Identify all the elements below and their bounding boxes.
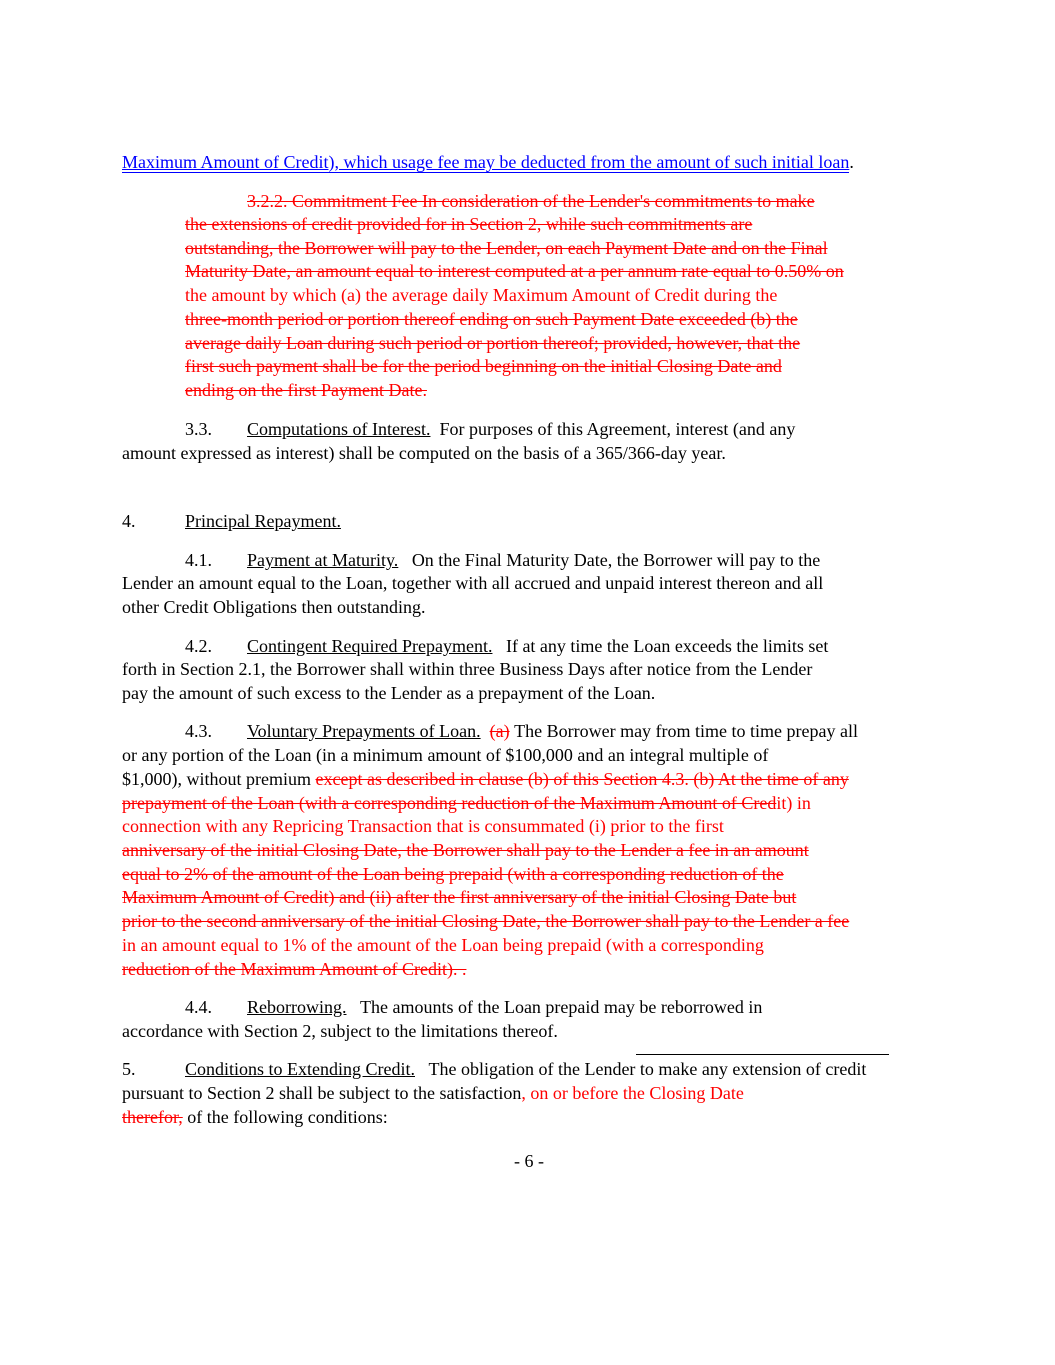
section-title: Payment at Maturity. [247,550,399,570]
section-3-2-2-line-6: three-month period or portion thereof ending on such Payment Date exceeded (b) the [185,309,798,329]
section-4-3-line-6: anniversary of the initial Closing Date, the Borrower shall pay to the Lender a fee in an amount [122,840,809,860]
section-4-3-line-4: prepayment of the Loan (with a corresponding reduction of the Maximum Amount of Credit) in [122,793,811,813]
section-4-4-heading: Reborrowing. The amounts of the Loan prepaid may be reborrowed in [247,997,763,1017]
section-4-3-line-5: connection with any Repricing Transaction that is consummated (i) prior to the first [122,816,724,836]
section-3-2-2-line-5: the amount by which (a) the average daily Maximum Amount of Credit during the [185,285,778,305]
section-4-3-line-7: equal to 2% of the amount of the Loan being prepaid (with a corresponding reduction of the [122,864,784,884]
deleted-text: (a) [489,721,510,741]
section-4-2-line-2: forth in Section 2.1, the Borrower shall within three Business Days after notice from the Lender [122,659,813,679]
section-4-1-heading: Payment at Maturity. On the Final Maturity Date, the Borrower will pay to the [247,550,821,570]
section-4-3-line-11: reduction of the Maximum Amount of Credit). . [122,959,467,979]
section-4-number: 4. [122,511,136,531]
section-4-1-line-3: other Credit Obligations then outstanding. [122,597,426,617]
section-3-3-heading: Computations of Interest. For purposes of this Agreement, interest (and any [247,419,796,439]
section-title: Contingent Required Prepayment. [247,636,493,656]
section-4-3-line-8: Maximum Amount of Credit) and (ii) after the first anniversary of the initial Closing Date but [122,887,797,907]
section-title: Conditions to Extending Credit. [185,1059,415,1079]
section-4-title: Principal Repayment. [185,511,341,531]
deleted-text: prepayment of the Loan (with a corresponding reduction of the Maximum Amount of Cred [122,793,777,813]
section-4-4-number: 4.4. [185,997,212,1017]
section-3-2-2-line-2: the extensions of credit provided for in Section 2, while such commitments are [185,214,753,234]
section-3-2-2-line-7: average daily Loan during such period or portion thereof; provided, however, that the [185,333,801,353]
inserted-text: Maximum Amount of Credit), which usage fee may be deducted from the amount of such initial loan [122,152,850,172]
section-3-3-number: 3.3. [185,419,212,439]
section-4-1-line-2: Lender an amount equal to the Loan, together with all accrued and unpaid interest thereon and all [122,573,824,593]
section-4-3-line-10: in an amount equal to 1% of the amount of the Loan being prepaid (with a corresponding [122,935,764,955]
section-4-2-heading: Contingent Required Prepayment. If at any time the Loan exceeds the limits set [247,636,829,656]
section-5-heading: Conditions to Extending Credit. The obligation of the Lender to make any extension of credit [185,1059,867,1079]
section-5-line-2: pursuant to Section 2 shall be subject to the satisfaction, on or before the Closing Date [122,1083,744,1103]
section-4-3-line-9: prior to the second anniversary of the initial Closing Date, the Borrower shall pay to the Lender a fee [122,911,850,931]
section-title: Reborrowing. [247,997,347,1017]
section-title: Voluntary Prepayments of Loan. [247,721,481,741]
revision-rule [636,1054,889,1055]
section-4-3-heading: Voluntary Prepayments of Loan. (a) The Borrower may from time to time prepay all [247,721,858,741]
deleted-text: except as described in clause (b) of this Section 4.3. (b) At the time of any [315,769,849,789]
continued-paragraph: Maximum Amount of Credit), which usage fee may be deducted from the amount of such initial loan. [122,152,854,172]
section-4-2-number: 4.2. [185,636,212,656]
section-4-2-line-3: pay the amount of such excess to the Lender as a prepayment of the Loan. [122,683,656,703]
section-3-2-2-line-3: outstanding, the Borrower will pay to the Lender, on each Payment Date and on the Final [185,238,828,258]
section-4-3-line-2: or any portion of the Loan (in a minimum amount of $100,000 and an integral multiple of [122,745,769,765]
section-3-2-2-line-1: 3.2.2. Commitment Fee In consideration of the Lender's commitments to make [247,191,815,211]
section-5-line-3: therefor, of the following conditions: [122,1107,388,1127]
section-3-2-2-line-8: first such payment shall be for the period beginning on the initial Closing Date and [185,356,782,376]
section-5-number: 5. [122,1059,136,1079]
section-4-3-number: 4.3. [185,721,212,741]
section-3-3-line-2: amount expressed as interest) shall be computed on the basis of a 365/366-day year. [122,443,726,463]
section-3-2-2-line-4: Maturity Date, an amount equal to interest computed at a per annum rate equal to 0.50% on [185,261,844,281]
section-4-1-number: 4.1. [185,550,212,570]
section-title: Computations of Interest. [247,419,431,439]
page-number: - 6 - [514,1151,544,1171]
deleted-text: therefor, [122,1107,183,1127]
section-4-4-line-2: accordance with Section 2, subject to the limitations thereof. [122,1021,558,1041]
section-4-3-line-3: $1,000), without premium except as described in clause (b) of this Section 4.3. (b) At the time of any [122,769,849,789]
section-3-2-2-line-9: ending on the first Payment Date. [185,380,427,400]
